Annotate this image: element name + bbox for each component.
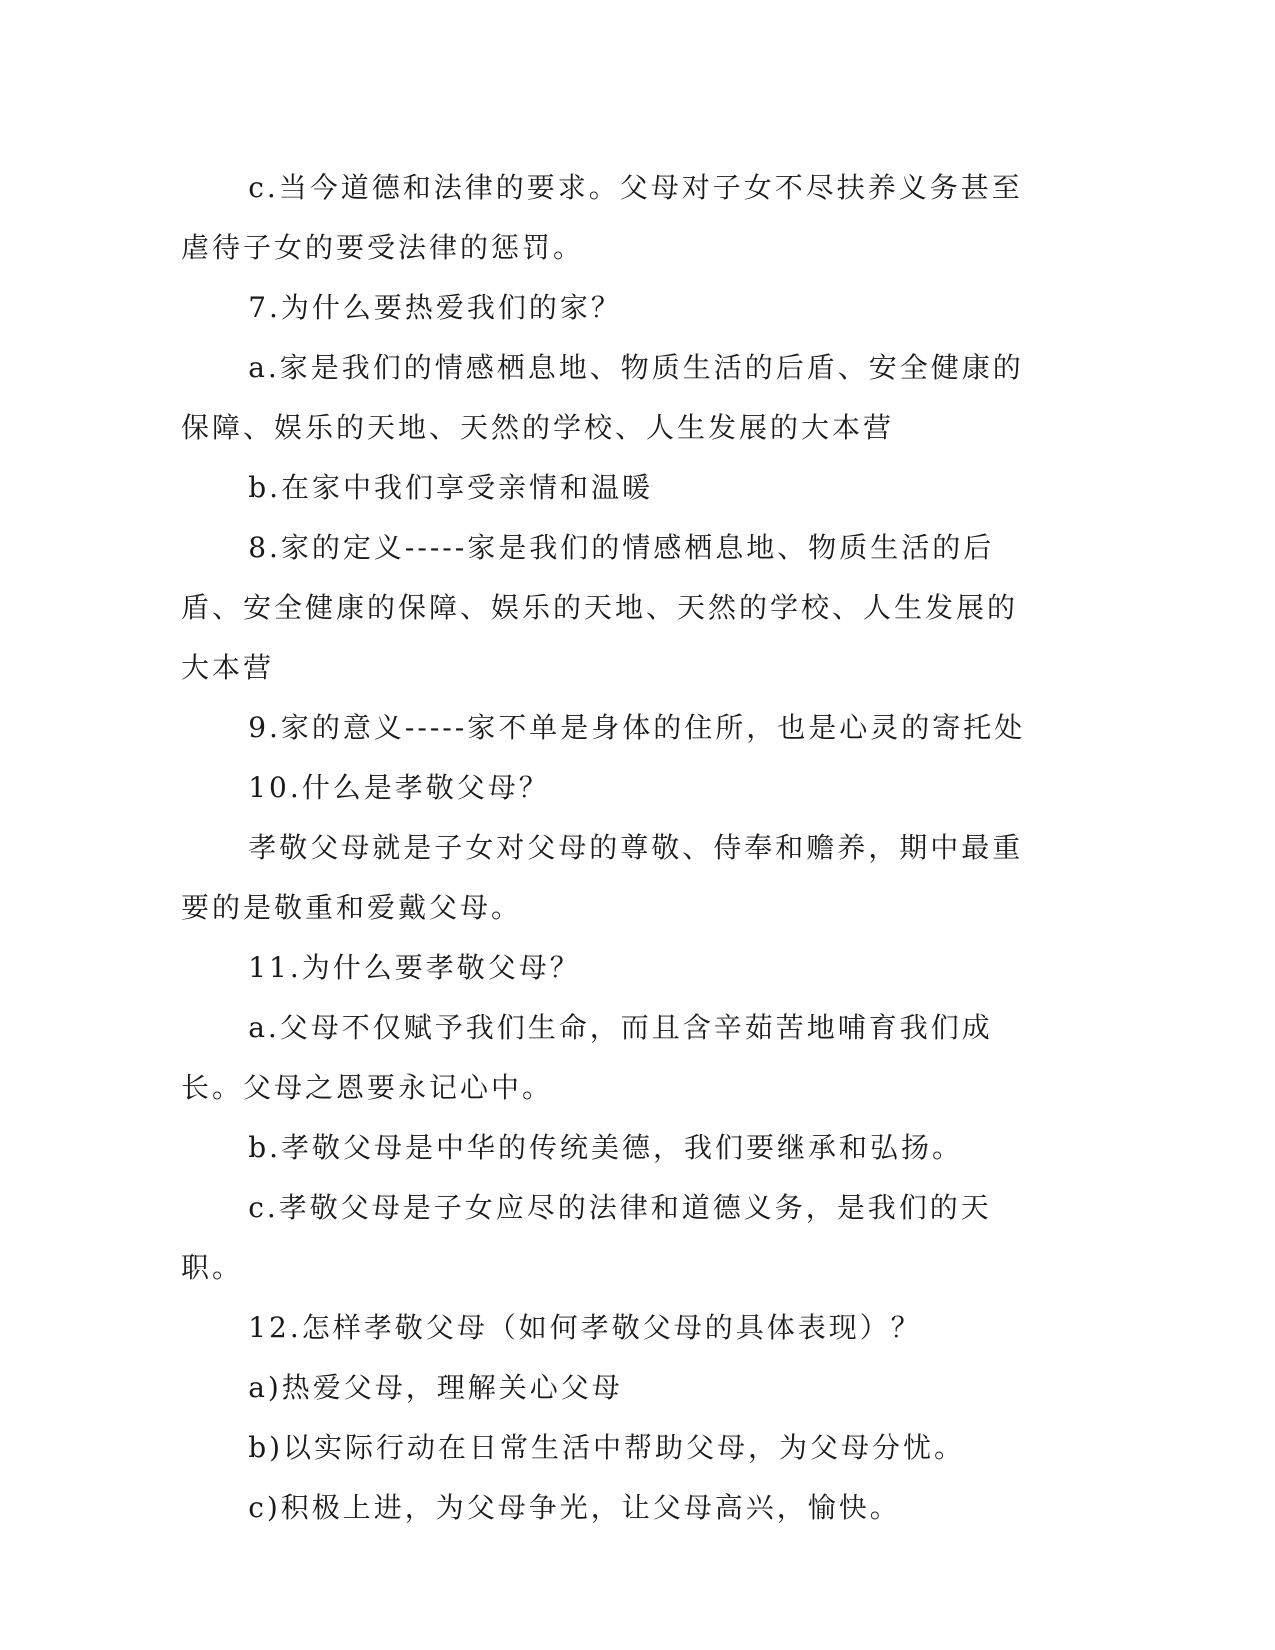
document-body [181, 158, 1031, 1538]
paragraph: c)积极上进，为父母争光，让父母高兴，愉快。 [248, 1491, 901, 1524]
paragraph: a.父母不仅赋予我们生命，而且含辛茹苦地哺育我们成长。父母之恩要永记心中。 [181, 1011, 993, 1104]
paragraph: 孝敬父母就是子女对父母的尊敬、侍奉和赡养，期中最重要的是敬重和爱戴父母。 [181, 831, 1024, 924]
paragraph: 9.家的意义-----家不单是身体的住所，也是心灵的寄托处 [248, 711, 1026, 744]
question-heading: 12.怎样孝敬父母（如何孝敬父母的具体表现）？ [248, 1311, 922, 1344]
paragraph: c.孝敬父母是子女应尽的法律和道德义务，是我们的天职。 [181, 1191, 992, 1284]
paragraph: a)热爱父母，理解关心父母 [248, 1371, 623, 1404]
question-heading: 11.为什么要孝敬父母？ [248, 951, 581, 984]
question-heading: 10.什么是孝敬父母？ [248, 771, 550, 804]
paragraph: b)以实际行动在日常生活中帮助父母，为父母分忧。 [248, 1431, 966, 1464]
paragraph: b.孝敬父母是中华的传统美德，我们要继承和弘扬。 [248, 1131, 964, 1164]
paragraph: a.家是我们的情感栖息地、物质生活的后盾、安全健康的保障、娱乐的天地、天然的学校、人生发展的大本营 [181, 351, 1024, 444]
question-heading: 7.为什么要热爱我们的家？ [248, 291, 622, 324]
paragraph: b.在家中我们享受亲情和温暖 [248, 471, 654, 504]
paragraph: c.当今道德和法律的要求。父母对子女不尽扶养义务甚至虐待子女的要受法律的惩罚。 [181, 171, 1023, 264]
paragraph: 8.家的定义-----家是我们的情感栖息地、物质生活的后盾、安全健康的保障、娱乐的天地、天然的学校、人生发展的大本营 [181, 531, 1019, 684]
